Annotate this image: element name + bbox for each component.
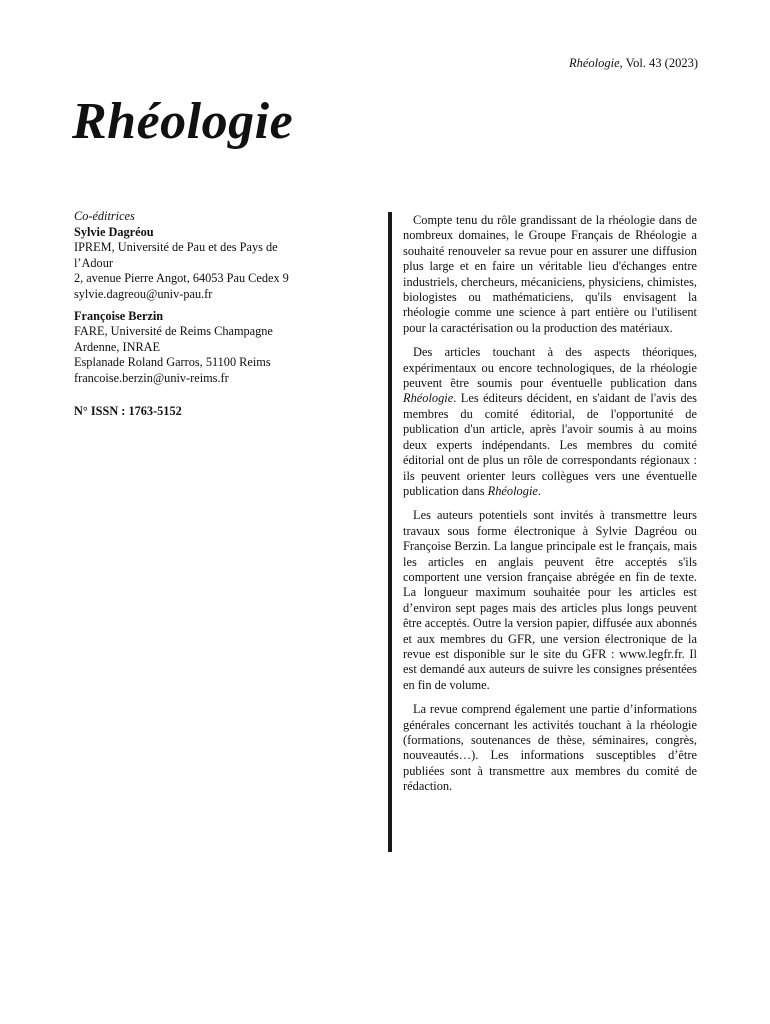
running-header-journal: Rhéologie bbox=[568, 56, 620, 70]
editor-email: sylvie.dagreou@univ-pau.fr bbox=[74, 286, 213, 301]
editor-name: Sylvie Dagréou bbox=[74, 224, 154, 239]
editor-block-2 bbox=[74, 309, 314, 387]
issn-number: N° ISSN : 1763-5152 bbox=[74, 404, 182, 418]
running-header-volume: , Vol. 43 (2023) bbox=[619, 56, 698, 70]
editor-address-line: Esplanade Roland Garros, 51100 Reims bbox=[74, 355, 271, 370]
editor-affiliation-line: Ardenne, INRAE bbox=[74, 339, 161, 354]
journal-name-italic: Rhéologie bbox=[403, 391, 454, 406]
paragraph-2-text: . bbox=[537, 483, 541, 498]
editor-block-1 bbox=[74, 225, 314, 303]
paragraph-1: Compte tenu du rôle grandissant de la rhéologie dans de nombreux domaines, le Groupe Français de Rhéologie a souhaité renouveler sa revue pour en assurer une diffusion plus large et en faire un véritable lieu d'échanges entre industriels, chercheurs, mécaniciens, physiciens, chimistes, biologistes ou mathématiciens, qu'ils envisagent la rhéologie comme une science à part entière ou l'utilisent pour la caractérisation ou la production des matériaux. bbox=[403, 213, 697, 335]
editor-email: francoise.berzin@univ-reims.fr bbox=[74, 370, 229, 385]
editors-column bbox=[74, 209, 314, 393]
editor-address-line: 2, avenue Pierre Angot, 64053 Pau Cedex 9 bbox=[74, 271, 289, 286]
vertical-rule bbox=[388, 212, 392, 852]
paragraph-2-text: Des articles touchant à des aspects théoriques, expérimentaux ou encore technologiques, de la rhéologie peuvent être soumis pour éventuelle publication dans bbox=[403, 345, 697, 391]
paragraph-2 bbox=[403, 345, 697, 499]
editor-name: Françoise Berzin bbox=[74, 308, 164, 323]
paragraph-2-text: . Les éditeurs décident, en s'aidant de l'avis des membres du comité éditorial, de l'opportunité de publication d'un article, après l'avoir soumis à au moins deux experts indépendants. Les membres du comité éditorial ont de plus un rôle de correspondants régionaux : ils peuvent orienter leurs collègues vers une éventuelle publication dans bbox=[403, 391, 697, 498]
paragraph-4: La revue comprend également une partie d’informations générales concernant les activités touchant à la rhéologie (formations, soutenances de thèse, séminaires, congrès, nouveautés…). Les informations susceptibles d’être publiées sont à transmettre aux membres du comité de rédaction. bbox=[403, 702, 697, 794]
editors-label: Co-éditrices bbox=[74, 209, 135, 223]
journal-description bbox=[403, 213, 697, 804]
running-header bbox=[569, 56, 698, 70]
journal-name-italic: Rhéologie bbox=[487, 483, 538, 498]
journal-title: Rhéologie bbox=[72, 93, 294, 150]
editor-affiliation-line: IPREM, Université de Pau et des Pays de bbox=[74, 240, 278, 255]
paragraph-3: Les auteurs potentiels sont invités à transmettre leurs travaux sous forme électronique à Sylvie Dagréou ou Françoise Berzin. La langue principale est le français, mais les articles en anglais peuvent être acceptés s'ils comportent une version française abrégée en fin de texte. La longueur maximum souhaitée pour les articles est d’environ sept pages mais des articles plus longs peuvent être acceptés. Outre la version papier, diffusée aux abonnés et aux membres du GFR, une version électronique de la revue est disponible sur le site du GFR : www.legfr.fr. Il est demandé aux auteurs de suivre les consignes présentées en fin de volume. bbox=[403, 508, 697, 692]
editor-affiliation-line: l’Adour bbox=[74, 255, 113, 270]
editor-affiliation-line: FARE, Université de Reims Champagne bbox=[74, 324, 273, 339]
